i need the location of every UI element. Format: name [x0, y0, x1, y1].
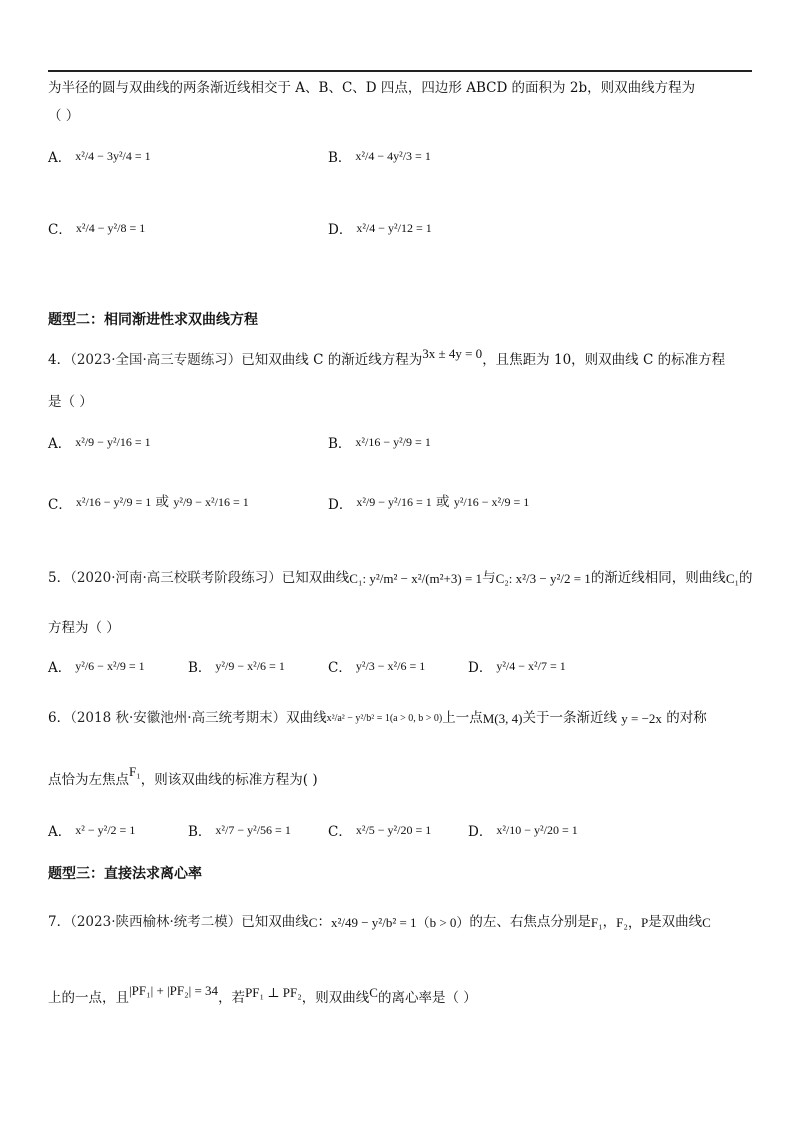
q6-option-b[interactable]: B． x²/7 − y²/56 = 1: [188, 822, 291, 840]
q3-option-c-equation: x²/4 − y²/8 = 1: [75, 220, 146, 235]
q4-option-c[interactable]: C． x²/16 − y²/9 = 1 或 y²/9 − x²/16 = 1: [48, 494, 249, 513]
q3-option-d[interactable]: D． x²/4 − y²/12 = 1: [328, 220, 432, 238]
header-rule: [48, 70, 752, 72]
q3-option-a-equation: x²/4 − 3y²/4 = 1: [75, 148, 151, 163]
q3-option-b-equation: x²/4 − 4y²/3 = 1: [355, 148, 431, 163]
q3-option-c[interactable]: C． x²/4 − y²/8 = 1: [48, 220, 146, 238]
q4-option-b-equation: x²/16 − y²/9 = 1: [355, 434, 431, 449]
q5-option-c[interactable]: C． y²/3 − x²/6 = 1: [328, 658, 426, 676]
q6-stem-cont: 点恰为左焦点F₁，则该双曲线的标准方程为( ): [48, 763, 318, 788]
q6-stem: 6．（2018 秋·安徽池州·高三统考期末）双曲线x²/a² − y²/b² = 1(a > 0, b > 0)上一点M(3, 4)关于一条渐近线 y = −2x 的对称: [48, 710, 707, 726]
q7-stem: 7．（2023·陕西榆林·统考二模）已知双曲线C：x²/49 − y²/b² = 1（b > 0）的左、右焦点分别是F₁，F₂，P是双曲线C: [48, 914, 711, 930]
q6-option-c[interactable]: C． x²/5 − y²/20 = 1: [328, 822, 432, 840]
q3-option-b[interactable]: B． x²/4 − 4y²/3 = 1: [328, 148, 431, 166]
section-heading-3: 题型三：直接法求离心率: [48, 866, 202, 882]
section-heading-2: 题型二：相同渐进性求双曲线方程: [48, 312, 258, 328]
q3-stem: 为半径的圆与双曲线的两条渐近线相交于 A、B、C、D 四点，四边形 ABCD 的面积为 2b，则双曲线方程为: [48, 80, 696, 96]
q3-option-d-equation: x²/4 − y²/12 = 1: [356, 220, 432, 235]
q7-source: （2023·陕西榆林·统考二模）: [70, 914, 242, 930]
q4-stem: 4．（2023·全国·高三专题练习）已知双曲线 C 的渐近线方程为3x ± 4y = 0，且焦距为 10，则双曲线 C 的标准方程: [48, 345, 726, 368]
q4-option-a[interactable]: A． x²/9 − y²/16 = 1: [48, 434, 151, 452]
q6-source: （2018 秋·安徽池州·高三统考期末）: [70, 710, 287, 726]
q6-option-d[interactable]: D． x²/10 − y²/20 = 1: [468, 822, 578, 840]
q6-option-a[interactable]: A． x² − y²/2 = 1: [48, 822, 136, 840]
q3-option-a[interactable]: A． x²/4 − 3y²/4 = 1: [48, 148, 151, 166]
q7-stem-cont: 上的一点，且|PF₁| + |PF₂| = 34，若PF₁ ⊥ PF₂，则双曲线C的离心率是（ ）: [48, 982, 477, 1006]
q4-stem-cont: 是（ ）: [48, 394, 93, 410]
q4-option-d[interactable]: D． x²/9 − y²/16 = 1 或 y²/16 − x²/9 = 1: [328, 494, 530, 513]
q3-paren: （ ）: [48, 108, 80, 124]
q5-source: （2020·河南·高三校联考阶段练习）: [70, 570, 282, 586]
q5-stem-cont: 方程为（ ）: [48, 620, 120, 636]
q4-asymptote-equation: 3x ± 4y = 0: [422, 345, 483, 361]
q4-option-a-equation: x²/9 − y²/16 = 1: [75, 434, 151, 449]
q4-source: （2023·全国·高三专题练习）: [70, 352, 242, 368]
q4-option-b[interactable]: B． x²/16 − y²/9 = 1: [328, 434, 431, 452]
q5-option-b[interactable]: B． y²/9 − x²/6 = 1: [188, 658, 285, 676]
q5-stem: 5．（2020·河南·高三校联考阶段练习）已知双曲线C₁: y²/m² − x²/(m²+3) = 1与C₂: x²/3 − y²/2 = 1的渐近线相同，则曲线C₁的: [48, 570, 753, 586]
q5-option-d[interactable]: D． y²/4 − x²/7 = 1: [468, 658, 566, 676]
q5-option-a[interactable]: A． y²/6 − x²/9 = 1: [48, 658, 145, 676]
